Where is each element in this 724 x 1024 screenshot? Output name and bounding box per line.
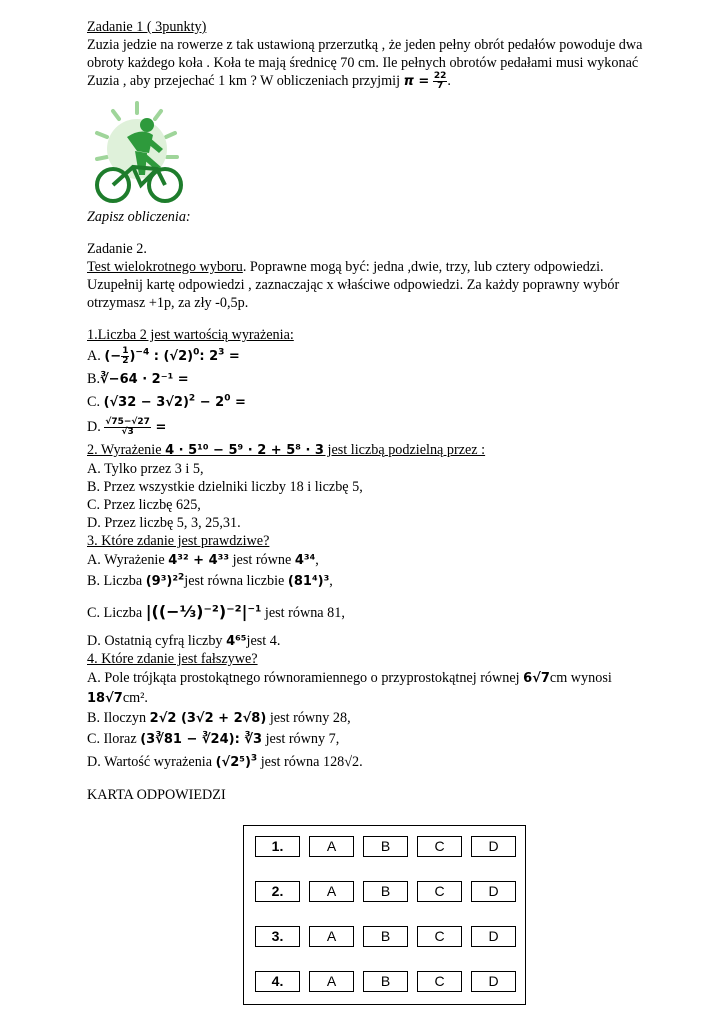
- answer-option-cell[interactable]: D: [471, 836, 516, 857]
- expr: 6√7: [523, 671, 550, 686]
- frac-num: 22: [433, 71, 447, 82]
- q4-option-a: [87, 668, 687, 688]
- expr: (3∛81 − ∛24): ∛3: [140, 732, 263, 747]
- option-text: B. Iloczyn: [87, 710, 150, 726]
- option-text: jest 4.: [246, 633, 281, 649]
- answer-option-cell[interactable]: D: [471, 881, 516, 902]
- q2-title-start: 2. Wyrażenie: [87, 442, 166, 458]
- frac-den: √3: [121, 427, 134, 438]
- frac-den: 2: [122, 356, 129, 367]
- expr: =: [224, 349, 240, 364]
- q2-option-d: D. Przez liczbę 5, 3, 25,31.: [87, 515, 241, 531]
- exponent: 0: [193, 347, 200, 358]
- exponent: −4: [135, 347, 150, 358]
- q3-option-b: [87, 570, 687, 592]
- q1-option-d: [87, 414, 687, 440]
- exponent: −1: [247, 604, 262, 615]
- exponent: 2: [188, 393, 196, 404]
- q2-title: [87, 440, 687, 460]
- option-text: jest równa 128√2.: [257, 754, 363, 770]
- write-calc-label: Zapisz obliczenia:: [87, 209, 191, 225]
- expr: 18√7: [87, 691, 123, 706]
- option-label: C.: [87, 394, 101, 410]
- option-label: D.: [87, 419, 101, 435]
- expr: : 2: [199, 349, 219, 364]
- test-label: Test wielokrotnego wyboru: [87, 259, 243, 275]
- q4-option-a-cont: [87, 688, 687, 708]
- expr: − 2: [195, 395, 225, 410]
- answer-row-number: 2.: [255, 881, 300, 902]
- frac-den: 7: [436, 81, 444, 92]
- q2-option-c: C. Przez liczbę 625,: [87, 497, 201, 513]
- answer-option-cell[interactable]: C: [417, 971, 462, 992]
- option-text: cm².: [122, 690, 148, 706]
- frac-num: √75−√27: [105, 417, 150, 428]
- q2-title-end: jest liczbą podzielną przez :: [323, 442, 486, 458]
- exponent: 3: [218, 347, 225, 358]
- option-label: A.: [87, 348, 101, 364]
- task1-line: Zuzia jedzie na rowerze z tak ustawioną przerzutką , że jeden pełny obrót pedałów powoduje dwa: [87, 37, 643, 53]
- expr: 4³² + 4³³: [168, 553, 230, 568]
- expr: 4⁶⁵: [226, 634, 247, 649]
- answer-option-cell[interactable]: B: [363, 926, 408, 947]
- q4-title: 4. Które zdanie jest fałszywe?: [87, 651, 258, 667]
- answer-option-cell[interactable]: A: [309, 881, 354, 902]
- q1-option-a: [87, 344, 687, 368]
- expr: : (√2): [149, 349, 194, 364]
- frac-num: 1: [122, 346, 129, 357]
- answer-option-cell[interactable]: C: [417, 836, 462, 857]
- q2-option-a: A. Tylko przez 3 i 5,: [87, 461, 204, 477]
- cyclist-illustration: [87, 97, 187, 215]
- expr: 4 · 5¹⁰ − 5⁹ · 2 + 5⁸ · 3: [165, 443, 324, 458]
- q3-title: 3. Które zdanie jest prawdziwe?: [87, 533, 270, 549]
- task2-title: Zadanie 2.: [87, 241, 147, 257]
- expr: (81⁴)³: [287, 574, 330, 589]
- option-text: jest równe: [229, 552, 295, 568]
- q4-option-d: [87, 750, 687, 774]
- expr: (−: [104, 349, 122, 364]
- exponent: 0: [224, 393, 231, 404]
- answer-card: [243, 825, 526, 1005]
- expr: =: [230, 395, 246, 410]
- task2-line-rest: . Poprawne mogą być: jedna ,dwie, trzy, lub cztery odpowiedzi.: [242, 259, 604, 275]
- option-text: cm wynosi: [549, 670, 612, 686]
- task1-title: Zadanie 1 ( 3punkty): [87, 19, 207, 35]
- q1-option-b: [87, 368, 687, 390]
- answer-option-cell[interactable]: B: [363, 836, 408, 857]
- answer-option-cell[interactable]: A: [309, 971, 354, 992]
- task2-line: [87, 258, 687, 276]
- expr: (√2⁵): [215, 755, 251, 770]
- option-text: B. Liczba: [87, 573, 146, 589]
- answer-option-cell[interactable]: D: [471, 971, 516, 992]
- expr-fraction: [104, 418, 151, 437]
- task1-line: [87, 72, 687, 94]
- q4-option-b: [87, 708, 687, 728]
- task2-line: Uzupełnij kartę odpowiedzi , zaznaczając x właściwe odpowiedzi. Za każdy poprawny wybór: [87, 277, 620, 293]
- option-label: B.: [87, 371, 101, 387]
- option-text: jest równa liczbie: [184, 573, 288, 589]
- task1-line-text: Zuzia , aby przejechać 1 km ? W obliczeniach przyjmij: [87, 73, 401, 89]
- option-text: ,: [315, 552, 319, 568]
- q3-option-c: [87, 592, 687, 632]
- option-text: A. Wyrażenie: [87, 552, 169, 568]
- answer-row-number: 4.: [255, 971, 300, 992]
- option-text: A. Pole trójkąta prostokątnego równoramiennego o przyprostokątnej równej: [87, 670, 524, 686]
- answer-option-cell[interactable]: C: [417, 881, 462, 902]
- exponent: 3: [250, 753, 258, 764]
- answer-row-number: 1.: [255, 836, 300, 857]
- option-text: C. Liczba: [87, 605, 146, 621]
- expr: ): [129, 349, 136, 364]
- pi-symbol: π =: [403, 74, 430, 89]
- option-text: ,: [329, 573, 333, 589]
- expr: ∛−64 · 2⁻¹ =: [100, 372, 189, 387]
- answer-row-number: 3.: [255, 926, 300, 947]
- q1-title: 1.Liczba 2 jest wartością wyrażenia:: [87, 327, 294, 343]
- option-text: jest równy 28,: [266, 710, 351, 726]
- option-text: jest równa 81,: [261, 605, 345, 621]
- answer-option-cell[interactable]: B: [363, 971, 408, 992]
- q3-option-d: [87, 632, 687, 650]
- option-text: jest równy 7,: [262, 731, 340, 747]
- expr: 2√2 (3√2 + 2√8): [149, 711, 267, 726]
- q1-option-c: [87, 390, 687, 414]
- expr: (√32 − 3√2): [103, 395, 189, 410]
- answer-option-cell[interactable]: C: [417, 926, 462, 947]
- exponent: 2: [178, 572, 185, 583]
- q3-option-a: [87, 550, 687, 570]
- task1-line: obroty każdego koła . Koła te mają średnicę 70 cm. Ile pełnych obrotów pedałami musi wykonać: [87, 55, 639, 71]
- period: .: [447, 73, 451, 89]
- pi-fraction: [433, 72, 448, 91]
- answer-option-cell[interactable]: B: [363, 881, 408, 902]
- answer-option-cell[interactable]: A: [309, 836, 354, 857]
- answer-card-title: KARTA ODPOWIEDZI: [87, 787, 226, 803]
- expr: 4³⁴: [294, 553, 316, 568]
- q2-option-b: B. Przez wszystkie dzielniki liczby 18 i liczbę 5,: [87, 479, 363, 495]
- option-text: D. Wartość wyrażenia: [87, 754, 216, 770]
- option-text: C. Iloraz: [87, 731, 141, 747]
- q4-option-c: [87, 728, 687, 750]
- answer-option-cell[interactable]: D: [471, 926, 516, 947]
- expr: |((−⅓)⁻²)⁻²|: [145, 602, 248, 621]
- expr: (9³)²: [145, 574, 179, 589]
- answer-option-cell[interactable]: A: [309, 926, 354, 947]
- expr: =: [150, 420, 167, 435]
- option-text: D. Ostatnią cyfrą liczby: [87, 633, 227, 649]
- task2-line: otrzymasz +1p, za zły -0,5p.: [87, 295, 249, 311]
